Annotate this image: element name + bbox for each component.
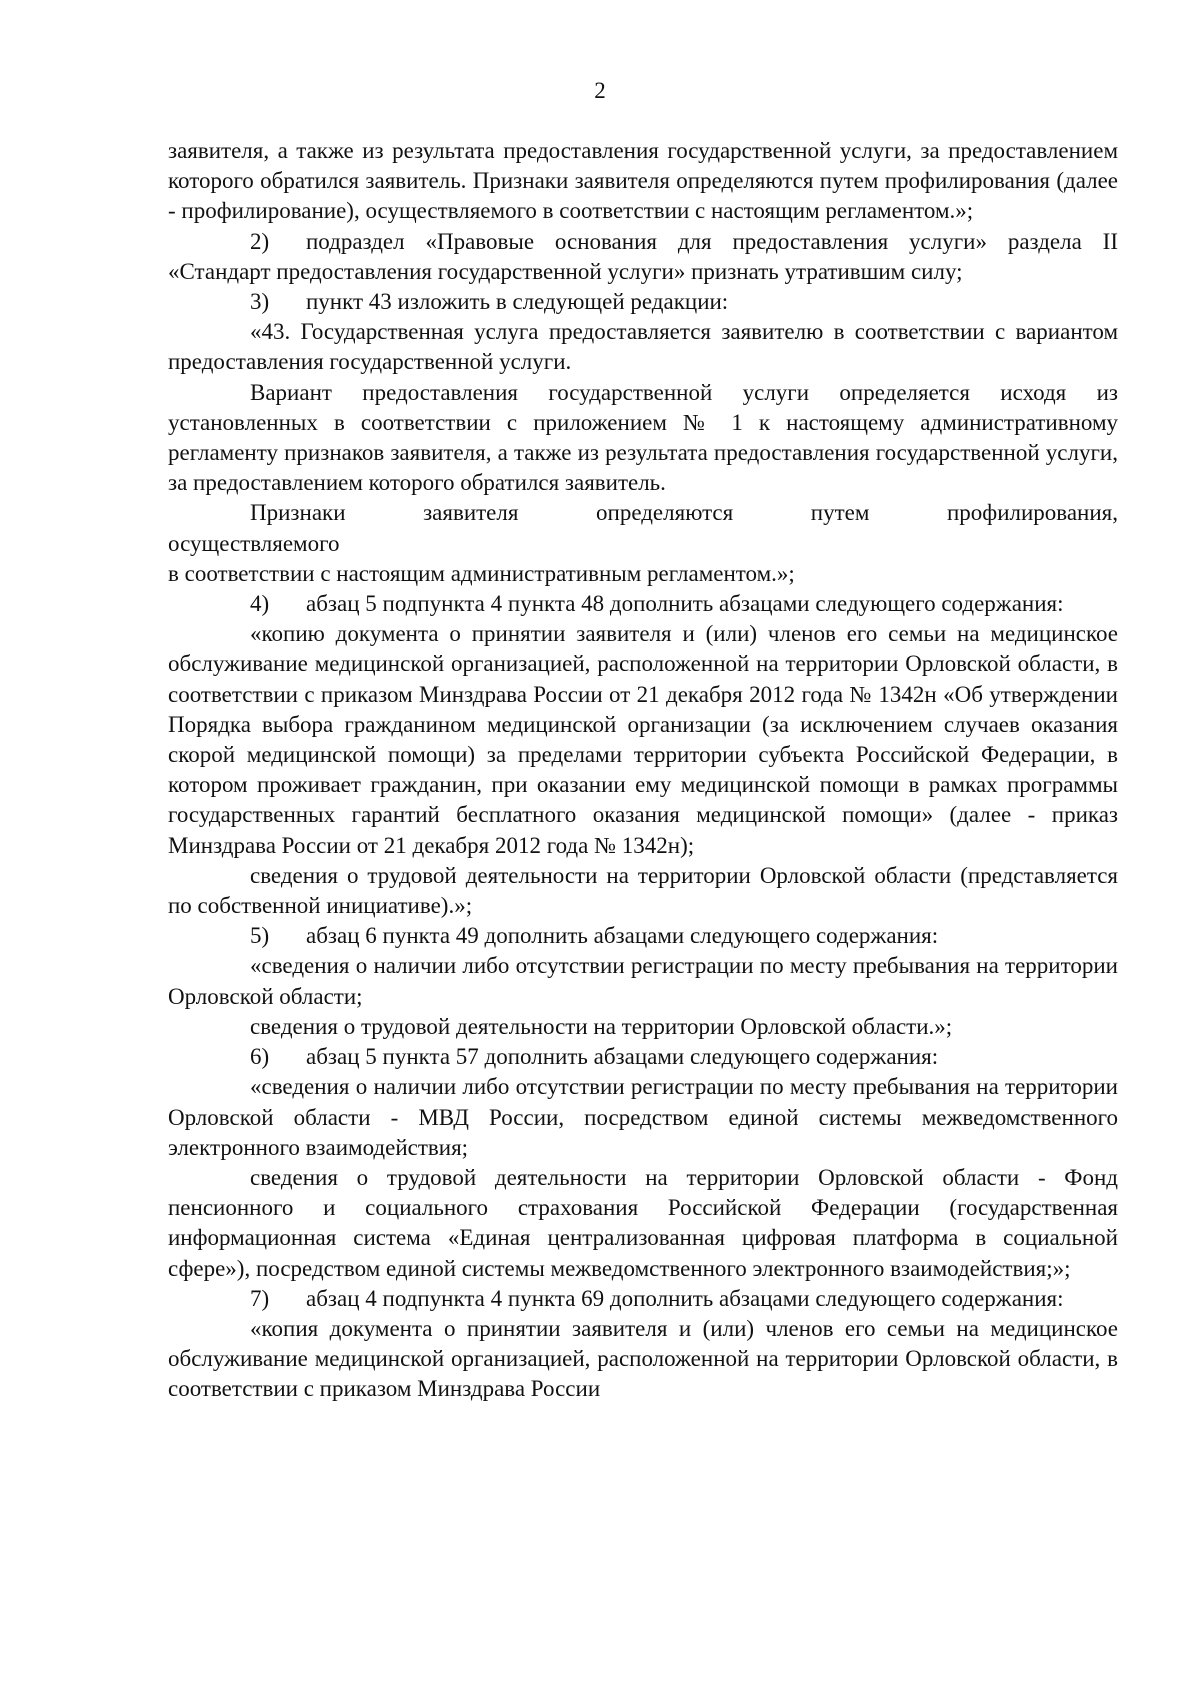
list-item-number: 7) — [250, 1285, 270, 1311]
paragraph-signs-line-1: Признаки заявителя определяются путем профилирования, — [250, 500, 1118, 526]
list-item-number: 2) — [250, 228, 270, 254]
list-item-number: 6) — [250, 1044, 270, 1070]
list-item-text: абзац 5 подпункта 4 пункта 48 дополнить абзацами следующего содержания: — [306, 591, 1064, 617]
list-item-text: подраздел «Правовые основания для предоставления услуги» раздела II «Стандарт предоставления государственной услуги» признать утратившим силу; — [168, 228, 1118, 284]
list-item-number: 5) — [250, 923, 270, 949]
paragraph-continuation: заявителя, а также из результата предоставления государственной услуги, за предоставлением которого обратился заявитель. Признаки заявителя определяются путем профилирования (далее - профилирование), осуществляемого в соответствии с настоящим регламентом.»; — [168, 138, 1118, 224]
list-item-3 — [168, 287, 1118, 317]
paragraph-signs — [168, 498, 1118, 589]
paragraph-labor-3: сведения о трудовой деятельности на территории Орловской области - Фонд пенсионного и социального страхования Российской Федерации (государственная информационная система «Единая централизованная цифровая платформа в социальной сфере»), посредством единой системы межведомственного электронного взаимодействия;»; — [168, 1164, 1118, 1281]
list-item-number: 4) — [250, 591, 270, 617]
list-item-text: абзац 6 пункта 49 дополнить абзацами следующего содержания: — [306, 923, 939, 949]
paragraph-registration-1: «сведения о наличии либо отсутствии регистрации по месту пребывания на территории Орловской области; — [168, 953, 1118, 1009]
document-body — [168, 136, 1118, 1405]
list-item-2 — [168, 227, 1118, 287]
list-item-5 — [168, 921, 1118, 951]
list-item-6 — [168, 1042, 1118, 1072]
paragraph-copy-document-2: «копия документа о принятии заявителя и (или) членов его семьи на медицинское обслуживание медицинской организацией, расположенной на территории Орловской области, в соответствии с приказом Минздрава России — [168, 1315, 1118, 1402]
list-item-4 — [168, 589, 1118, 619]
list-item-number: 3) — [250, 289, 270, 315]
paragraph-labor-1: сведения о трудовой деятельности на территории Орловской области (представляется по собственной инициативе).»; — [168, 862, 1118, 919]
list-item-text: абзац 5 пункта 57 дополнить абзацами следующего содержания: — [306, 1044, 939, 1070]
paragraph-registration-2: «сведения о наличии либо отсутствии регистрации по месту пребывания на территории Орловской области - МВД России, посредством единой системы межведомственного электронного взаимодействия; — [168, 1074, 1118, 1160]
paragraph-labor-2: сведения о трудовой деятельности на территории Орловской области.»; — [250, 1013, 953, 1039]
list-item-text: пункт 43 изложить в следующей редакции: — [306, 289, 729, 315]
paragraph-copy-document-1: «копию документа о принятии заявителя и (или) членов его семьи на медицинское обслуживание медицинской организацией, расположенной на территории Орловской области, в соответствии с приказом Минздрава России от 21 декабря 2012 года № 1342н «Об утверждении Порядка выбора гражданином медицинской организации (за исключением случаев оказания скорой медицинской помощи) за пределами территории субъекта Российской Федерации, в котором проживает гражданин, при оказании ему медицинской помощи в рамках программы государственных гарантий бесплатного оказания медицинской помощи» (далее - приказ Минздрава России от 21 декабря 2012 года № 1342н); — [168, 621, 1118, 858]
paragraph-signs-line-3: в соответствии с настоящим административным регламентом.»; — [168, 560, 795, 586]
list-item-7 — [168, 1284, 1118, 1314]
paragraph-43: «43. Государственная услуга предоставляется заявителю в соответствии с вариантом предоставления государственной услуги. — [168, 319, 1118, 375]
paragraph-signs-line-2: осуществляемого — [168, 530, 340, 556]
list-item-text: абзац 4 подпункта 4 пункта 69 дополнить абзацами следующего содержания: — [306, 1285, 1064, 1311]
paragraph-variant: Вариант предоставления государственной услуги определяется исходя из установленных в соответствии с приложением № 1 к настоящему административному регламенту признаков заявителя, а также из результата предоставления государственной услуги, за предоставлением которого обратился заявитель. — [168, 379, 1118, 496]
page-number: 2 — [594, 78, 606, 103]
